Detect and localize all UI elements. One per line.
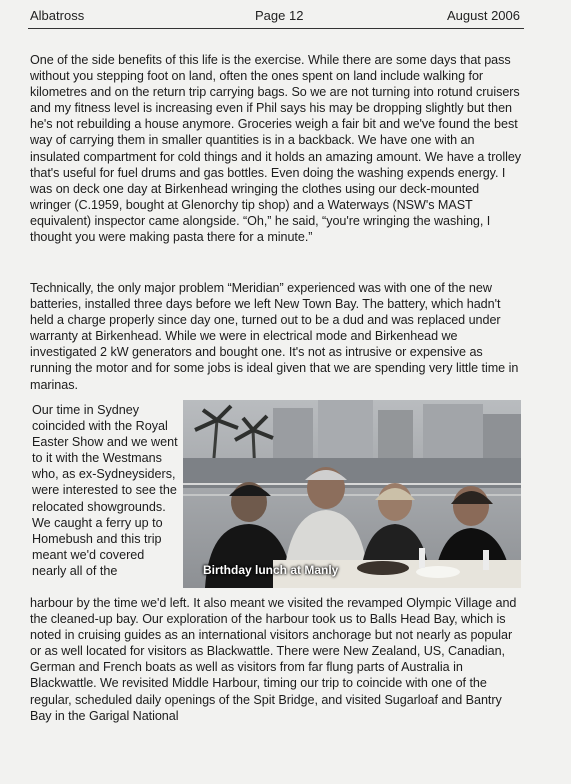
photo-illustration xyxy=(183,400,521,588)
page-number: Page 12 xyxy=(255,8,304,23)
page-header xyxy=(30,8,520,28)
paragraph-sydney-start: Our time in Sydney coincided with the Royal Easter Show and we went to it with the Westmans who, as ex-Sydneysiders, were interested to see the relocated showgrounds. We caught a ferry up to Homebush and this trip meant we'd covered nearly all of the xyxy=(32,403,178,578)
publication-name: Albatross xyxy=(30,8,85,23)
issue-date: August 2006 xyxy=(446,8,520,23)
photo-caption: Birthday lunch at Manly xyxy=(203,563,339,577)
paragraph-batteries: Technically, the only major problem “Meridian” experienced was with one of the new batteries, installed three days before we left New Town Bay. The battery, which hadn't held a charge properly since day one, turned out to be a dud and was replaced under warranty at Birkenhead. While we were in electrical mode and Birkenhead we investigated 2 kW generators and bought one. It's not as intrusive or expensive as running the motor and for some jobs is ideal given that we are spending very little time in marinas. xyxy=(30,281,519,392)
birthday-lunch-photo xyxy=(183,400,521,588)
paragraph-sydney-continued: harbour by the time we'd left. It also meant we visited the revamped Olympic Village and the cleaned-up bay. Our exploration of the harbour took us to Balls Head Bay, which is noted in cruising guides as an international visitors anchorage but not nearly as popular or as well located for visitors as Blackwattle. There were New Zealand, US, Canadian, German and French boats as well as visitors from far flung parts of Australia in Blackwattle. We revisited Middle Harbour, timing our trip to coincide with one of the regular, scheduled daily openings of the Spit Bridge, and visited Sugarloaf and Bantry Bay in the Garigal National xyxy=(30,596,517,723)
header-rule xyxy=(28,28,524,29)
paragraph-exercise: One of the side benefits of this life is the exercise. While there are some days that pass without you stepping foot on land, often the ones spent on land include walking for kilometres and on the return trip carrying bags. So we are not turning into rotund cruisers and my fitness level is increasing even if Phil says his may be dropping slightly but then he's not rebuilding a house anymore. Groceries weigh a fair bit and we've found the best way of carrying them in smaller quantities is in a backback. We have one with an insulated compartment for cold things and it holds an amazing amount. We have a trolley that's useful for fuel drums and gas bottles. Even doing the washing expends energy. I was on deck one day at Birkenhead wringing the clothes using our deck-mounted wringer (C.1959, bought at Glenorchy tip shop) and a Waterways (NSW's MAST equivalent) inspector came alongside. “Oh,” he said, “you're wringing the washing, I thought you were making pasta there for a minute.” xyxy=(30,53,522,245)
